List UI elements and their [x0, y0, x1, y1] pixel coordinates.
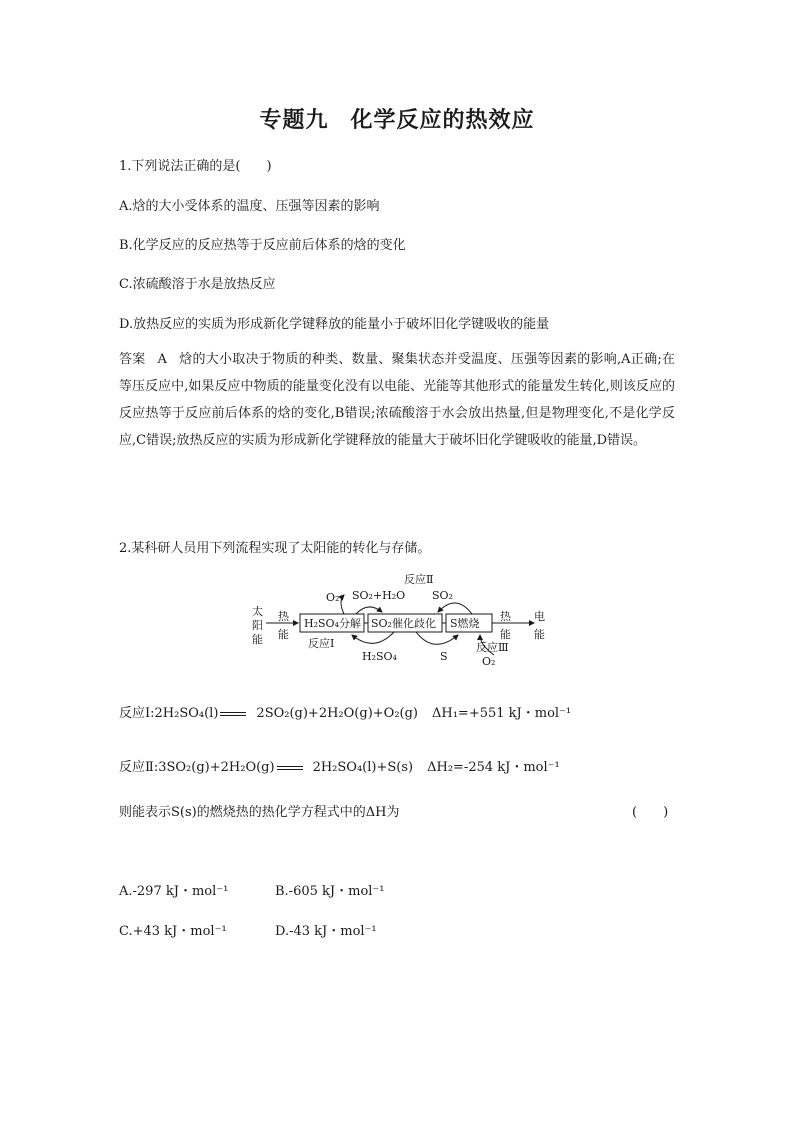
q2-option-b: B.-605 kJ・mol⁻¹ — [275, 884, 385, 899]
o2-bottom-label: O₂ — [482, 655, 496, 668]
q2-ask: 则能表示S(s)的燃烧热的热化学方程式中的ΔH为 — [119, 805, 400, 820]
sun-label-3: 能 — [252, 633, 263, 646]
box1-label: H₂SO₄分解 — [304, 617, 361, 630]
eq1-enthalpy: ΔH₁=+551 kJ・mol⁻¹ — [432, 706, 572, 721]
so2-top-label: SO₂ — [432, 589, 453, 602]
sun-label-2: 阳 — [252, 619, 263, 632]
eq2-rhs: 2H₂SO₄(l)+S(s) — [312, 760, 414, 775]
page-title — [0, 103, 794, 134]
arrow-s-to-combustion — [416, 632, 458, 644]
reaction2-label: 反应Ⅱ — [404, 573, 434, 586]
eq2-equals-arrow — [277, 766, 303, 770]
q2-option-d: D.-43 kJ・mol⁻¹ — [275, 924, 377, 939]
eq2-enthalpy: ΔH₂=-254 kJ・mol⁻¹ — [427, 760, 560, 775]
elec-label-2: 能 — [534, 628, 545, 641]
elec-label-1: 电 — [534, 610, 545, 623]
title-subject: 化学反应的热效应 — [350, 108, 535, 133]
heat2-label-2: 能 — [500, 628, 511, 641]
q1-option-d: D.放热反应的实质为形成新化学键释放的能量小于破坏旧化学键吸收的能量 — [119, 317, 550, 332]
arrow-o2-out — [341, 595, 344, 614]
reaction3-label: 反应Ⅲ — [476, 641, 509, 654]
q1-option-b: B.化学反应的反应热等于反应前后体系的焓的变化 — [119, 238, 406, 253]
eq2-label: 反应Ⅱ: — [119, 760, 159, 775]
reaction1-label: 反应Ⅰ — [308, 637, 335, 650]
equation-reaction-2 — [119, 756, 560, 775]
s-bottom-label: S — [440, 650, 448, 663]
answer-key: A — [157, 352, 167, 367]
box2-label: SO₂催化歧化 — [371, 617, 436, 630]
q1-option-c: C.浓硫酸溶于水是放热反应 — [119, 277, 276, 292]
box3-label: S燃烧 — [450, 617, 480, 630]
q1-stem: 1.下列说法正确的是( ) — [119, 159, 272, 174]
answer-explanation: 焓的大小取决于物质的种类、数量、聚集状态并受温度、压强等因素的影响,A正确;在等压反应中,如果反应中物质的能量变化没有以电能、光能等其他形式的能量发生转化,则该反应的反应热等于反应前后体系的焓的变化,B错误;浓硫酸溶于水会放出热量,但是物理变化,不是化学反应,C错误;放热反应的实质为形成新化学键释放的能量大于破坏旧化学键吸收的能量,D错误。 — [119, 352, 675, 448]
heat1-label-2: 能 — [278, 628, 289, 641]
q1-option-a: A.焓的大小受体系的温度、压强等因素的影响 — [119, 199, 380, 214]
sun-label-1: 太 — [252, 605, 263, 618]
eq2-lhs: 3SO₂(g)+2H₂O(g) — [158, 760, 275, 775]
so2-h2o-label: SO₂+H₂O — [352, 589, 406, 602]
eq1-rhs: 2SO₂(g)+2H₂O(g)+O₂(g) — [256, 706, 418, 721]
q2-option-a: A.-297 kJ・mol⁻¹ — [119, 884, 229, 899]
heat1-label-1: 热 — [278, 610, 289, 623]
q2-answer-paren: ( ) — [632, 805, 669, 820]
equation-reaction-1 — [119, 702, 571, 721]
o2-top-label: O₂ — [326, 591, 340, 604]
arrow-so2-h2o-in — [356, 607, 382, 614]
q2-option-c: C.+43 kJ・mol⁻¹ — [119, 924, 227, 939]
q1-answer — [119, 346, 675, 454]
title-topic: 专题九 — [259, 108, 329, 133]
h2so4-bottom-label: H₂SO₄ — [362, 650, 397, 663]
eq1-lhs: 2H₂SO₄(l) — [154, 706, 219, 721]
eq1-equals-arrow — [220, 712, 246, 716]
eq1-label: 反应Ⅰ: — [119, 706, 155, 721]
arrow-h2so4-recycle — [352, 632, 394, 643]
arrow-so2-recycle — [438, 603, 472, 614]
q2-stem: 2.某科研人员用下列流程实现了太阳能的转化与存储。 — [119, 541, 431, 556]
answer-label: 答案 — [119, 352, 146, 367]
solar-flow-diagram — [244, 571, 564, 671]
heat2-label-1: 热 — [500, 610, 511, 623]
